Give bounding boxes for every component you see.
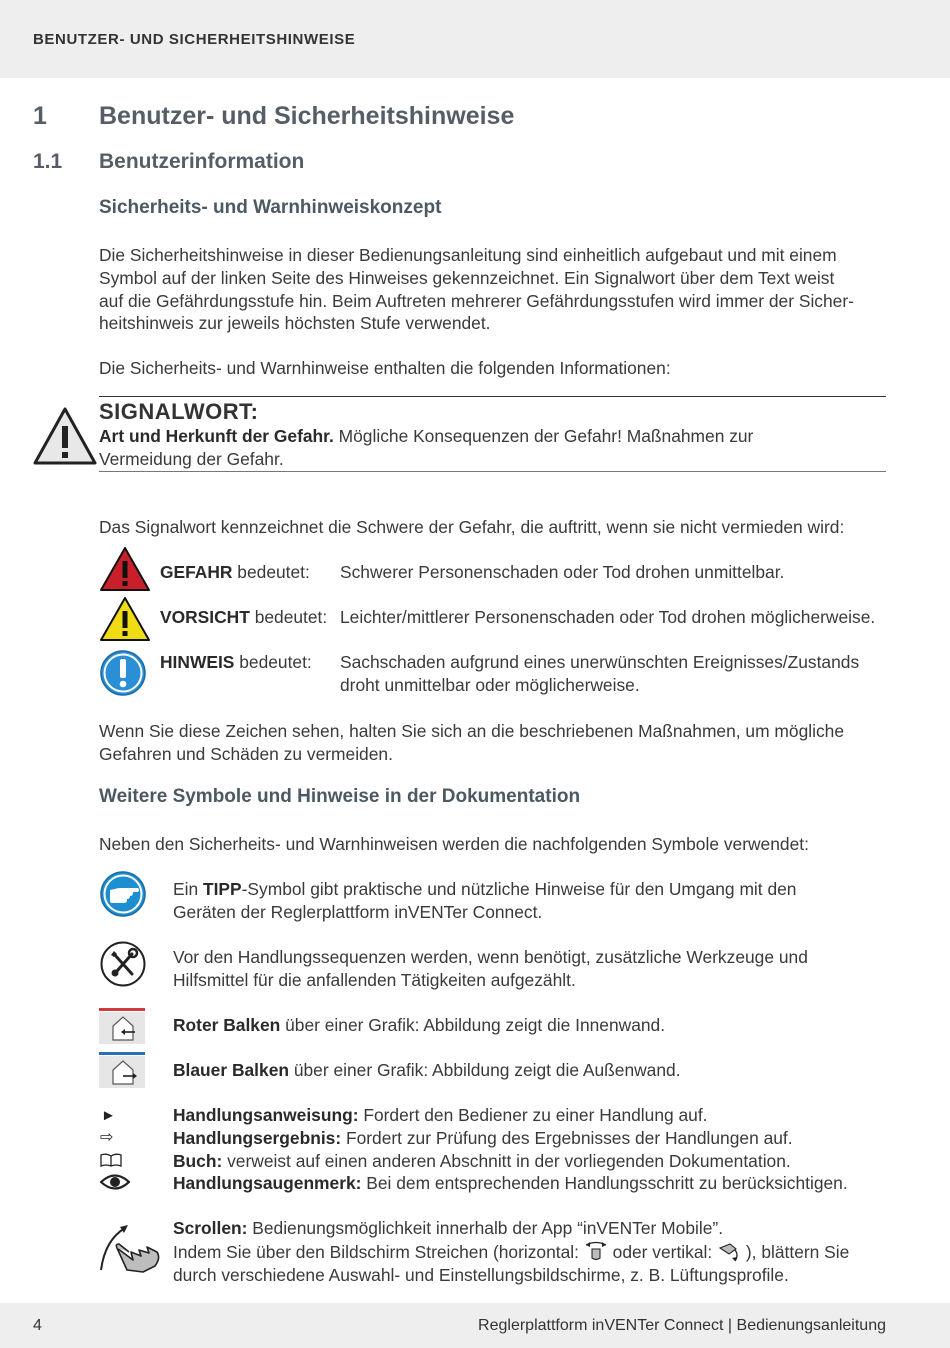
result-description: Fordert zur Prüfung des Ergebnisses der Handlungen auf. — [341, 1128, 793, 1148]
outer-wall-icon — [99, 1052, 147, 1088]
notice-icon — [99, 649, 147, 697]
concept-heading: Sicherheits- und Warnhinweiskonzept — [99, 197, 442, 218]
danger-word: GEFAHR — [160, 562, 233, 582]
red-bar-label: Roter Balken — [173, 1015, 281, 1035]
section-title: Benutzer- und Sicherheitshinweise — [99, 102, 515, 130]
notice-suffix: bedeutet: — [234, 652, 312, 672]
blue-bar-text — [173, 1059, 681, 1082]
action-description: Fordert den Bediener zu einer Handlung auf. — [358, 1105, 708, 1125]
scroll-description-line: durch verschiedene Auswahl- und Einstellungsbildschirme, z. B. Lüftungsprofile. — [173, 1264, 789, 1285]
follow-line: Wenn Sie diese Zeichen sehen, halten Sie sich an die beschriebenen Maßnahmen, um mögliche — [99, 721, 845, 741]
eye-label: Handlungsaugenmerk: — [173, 1173, 362, 1193]
tip-prefix: Ein — [173, 879, 203, 899]
book-icon — [100, 1153, 122, 1167]
scroll-description-part: oder vertikal: — [607, 1241, 718, 1262]
concept-line: auf die Gefährdungsstufe hin. Beim Auftreten mehrerer Gefährdungsstufen wird immer der Sicher- — [99, 290, 854, 311]
document-title: Reglerplattform inVENTer Connect | Bedienungsanleitung — [478, 1317, 886, 1334]
section-number: 1 — [33, 102, 47, 130]
danger-description: Schwerer Personenschaden oder Tod drohen unmittelbar. — [340, 562, 785, 582]
danger-icon — [99, 546, 151, 592]
header-title: BENUTZER- UND SICHERHEITSHINWEISE — [33, 31, 356, 48]
tools-text — [173, 946, 808, 992]
warning-triangle-icon — [32, 406, 98, 466]
tools-description-line: Vor den Handlungssequenzen werden, wenn benötigt, zusätzliche Werkzeuge und — [173, 947, 808, 967]
inner-wall-icon — [99, 1008, 147, 1044]
notice-description-line: Sachschaden aufgrund eines unerwünschten Ereignisses/Zustands — [340, 652, 860, 672]
notice-word: HINWEIS — [160, 652, 235, 672]
blue-bar-description: über einer Grafik: Abbildung zeigt die Außenwand. — [289, 1060, 681, 1080]
subsection-number: 1.1 — [33, 150, 63, 173]
swipe-horizontal-icon — [584, 1241, 608, 1261]
caution-description: Leichter/mittlerer Personenschaden oder Tod drohen möglicherweise. — [340, 607, 876, 627]
concept-paragraph — [99, 244, 854, 335]
subsection-title: Benutzerinformation — [99, 150, 305, 173]
warning-top-rule — [99, 396, 886, 397]
symbols-intro: Neben den Sicherheits- und Warnhinweisen werden die nachfolgenden Symbole verwendet: — [99, 834, 809, 854]
danger-suffix: bedeutet: — [232, 562, 310, 582]
page-number: 4 — [33, 1317, 42, 1334]
caution-suffix: bedeutet: — [249, 607, 328, 627]
signal-intro: Das Signalwort kennzeichnet die Schwere der Gefahr, die auftritt, wenn sie nicht vermieden wird: — [99, 517, 845, 537]
warning-measure: Vermeidung der Gefahr. — [99, 448, 284, 469]
warning-text — [99, 425, 753, 471]
tools-description-line: Hilfsmittel für die anfallenden Tätigkeiten aufgezählt. — [173, 969, 576, 990]
scroll-description-part: Indem Sie über den Bildschirm Streichen (horizontal: — [173, 1241, 584, 1262]
eye-icon — [100, 1173, 130, 1191]
eye-description: Bei dem entsprechenden Handlungsschritt zu berücksichtigen. — [361, 1173, 848, 1193]
follow-paragraph — [99, 720, 844, 766]
book-label: Buch: — [173, 1151, 223, 1171]
concept-info-paragraph: Die Sicherheits- und Warnhinweise enthalten die folgenden Informationen: — [99, 358, 671, 378]
tip-pointing-hand-icon — [99, 870, 147, 918]
action-text — [173, 1104, 708, 1127]
concept-line: Die Sicherheitshinweise in dieser Bedienungsanleitung sind einheitlich aufgebaut und mit einem — [99, 245, 837, 265]
page-footer — [0, 1303, 950, 1348]
book-text — [173, 1150, 791, 1173]
warning-bottom-rule — [99, 471, 886, 472]
result-text — [173, 1127, 793, 1150]
red-bar-text — [173, 1014, 665, 1037]
scroll-description-part: ), blättern Sie — [741, 1241, 850, 1262]
caution-icon — [99, 596, 151, 642]
scroll-text — [173, 1217, 849, 1286]
eye-text — [173, 1172, 848, 1195]
notice-term — [160, 651, 312, 674]
action-arrow-icon: ► — [101, 1107, 116, 1124]
result-arrow-icon: ⇨ — [100, 1129, 114, 1146]
swipe-vertical-icon — [717, 1240, 741, 1262]
notice-description-line: droht unmittelbar oder möglicherweise. — [340, 674, 640, 695]
caution-term — [160, 606, 327, 629]
concept-line: Symbol auf der linken Seite des Hinweises gekennzeichnet. Ein Signalwort über dem Text weist — [99, 267, 835, 288]
warning-hazard-label: Art und Herkunft der Gefahr. — [99, 426, 334, 446]
danger-term — [160, 561, 310, 584]
blue-bar-label: Blauer Balken — [173, 1060, 289, 1080]
scroll-description: Bedienungsmöglichkeit innerhalb der App “inVENTer Mobile”. — [247, 1218, 724, 1238]
tools-icon — [99, 940, 147, 988]
page-header — [0, 0, 950, 78]
symbols-heading: Weitere Symbole und Hinweise in der Dokumentation — [99, 786, 581, 807]
notice-description — [340, 651, 859, 697]
tip-description: -Symbol gibt praktische und nützliche Hinweise für den Umgang mit den — [241, 879, 797, 899]
scroll-label: Scrollen: — [173, 1218, 248, 1238]
warning-consequence: Mögliche Konsequenzen der Gefahr! Maßnahmen zur — [333, 426, 754, 446]
tip-description-line: Geräten der Reglerplattform inVENTer Connect. — [173, 901, 543, 922]
action-label: Handlungsanweisung: — [173, 1105, 359, 1125]
tip-text — [173, 878, 796, 924]
concept-line: heitshinweis zur jeweils höchsten Stufe verwendet. — [99, 313, 491, 334]
red-bar-description: über einer Grafik: Abbildung zeigt die Innenwand. — [280, 1015, 666, 1035]
signal-word: SIGNALWORT: — [99, 399, 259, 424]
follow-line: Gefahren und Schäden zu vermeiden. — [99, 743, 393, 764]
book-description: verweist auf einen anderen Abschnitt in der vorliegenden Dokumentation. — [222, 1151, 791, 1171]
caution-word: VORSICHT — [160, 607, 250, 627]
tip-keyword: TIPP — [202, 879, 242, 899]
scroll-gesture-icon — [97, 1222, 163, 1274]
result-label: Handlungsergebnis: — [173, 1128, 342, 1148]
